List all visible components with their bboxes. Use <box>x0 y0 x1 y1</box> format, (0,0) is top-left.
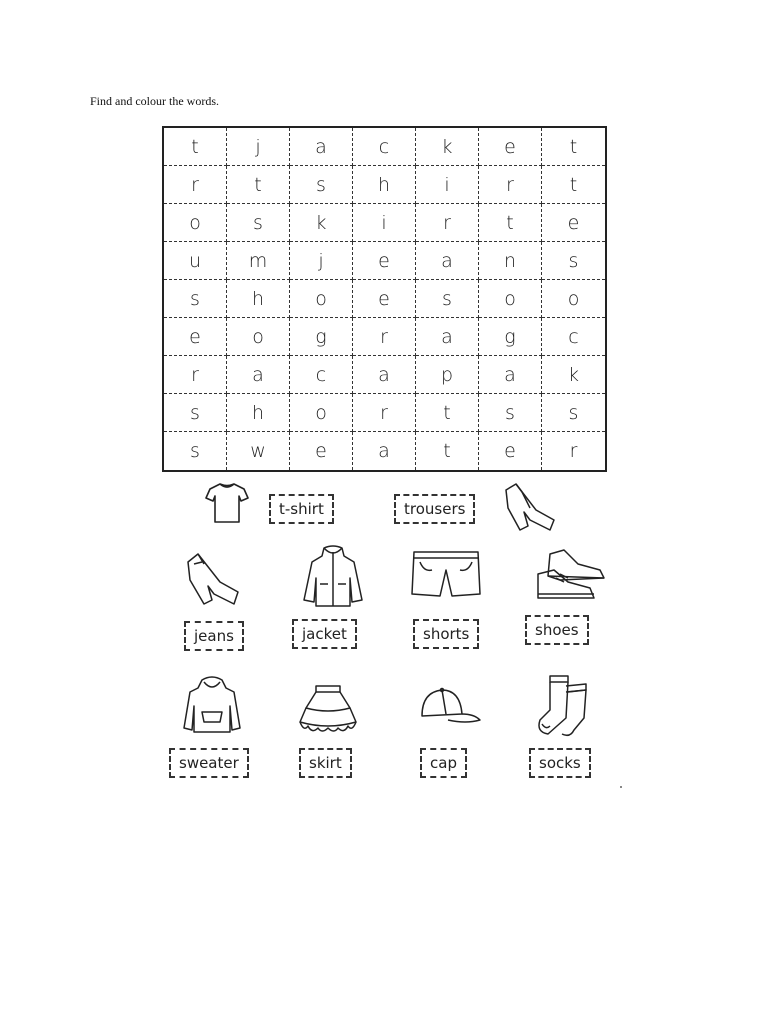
grid-cell[interactable]: a <box>479 356 542 394</box>
grid-cell[interactable]: k <box>290 204 353 242</box>
jacket-icon <box>300 544 366 608</box>
grid-cell[interactable]: r <box>569 440 578 462</box>
word-label-skirt: skirt <box>299 748 352 778</box>
grid-cell[interactable]: t <box>227 166 290 204</box>
grid-cell[interactable]: s <box>164 432 227 470</box>
grid-cell[interactable]: p <box>416 356 479 394</box>
grid-cell[interactable]: s <box>164 280 227 318</box>
grid-cell[interactable]: r <box>164 356 227 394</box>
grid-cell[interactable]: a <box>416 318 479 356</box>
grid-cell[interactable]: j <box>227 128 290 166</box>
sweater-icon <box>180 676 244 736</box>
grid-cell[interactable]: h <box>227 280 290 318</box>
grid-cell[interactable]: s <box>416 280 479 318</box>
page-mark <box>620 786 622 788</box>
grid-cell[interactable]: o <box>479 280 542 318</box>
grid-cell[interactable]: t <box>542 128 605 166</box>
grid-cell[interactable]: c <box>290 356 353 394</box>
word-label-sweater: sweater <box>169 748 249 778</box>
grid-cell[interactable]: m <box>227 242 290 280</box>
grid-cell[interactable]: e <box>353 242 416 280</box>
grid-cell[interactable]: e <box>479 432 542 470</box>
grid-cell[interactable]: r <box>353 318 416 356</box>
trousers-icon <box>500 482 560 534</box>
grid-cell[interactable]: t <box>542 166 605 204</box>
grid-cell[interactable]: s <box>164 394 227 432</box>
grid-cell[interactable]: h <box>227 394 290 432</box>
grid-cell[interactable]: w <box>227 432 290 470</box>
grid-cell[interactable]: e <box>164 318 227 356</box>
grid-cell[interactable]: i <box>353 204 416 242</box>
grid-cell[interactable]: o <box>164 204 227 242</box>
grid-cell[interactable]: g <box>479 318 542 356</box>
shoes-icon <box>534 548 608 604</box>
word-label-shorts: shorts <box>413 619 479 649</box>
word-label-jeans: jeans <box>184 621 244 651</box>
grid-cell[interactable]: h <box>353 166 416 204</box>
grid-cell[interactable]: r <box>479 166 542 204</box>
grid-cell[interactable]: a <box>227 356 290 394</box>
grid-cell[interactable]: s <box>542 242 605 280</box>
word-label-cap: cap <box>420 748 467 778</box>
grid-cell[interactable]: a <box>416 242 479 280</box>
grid-cell[interactable]: u <box>164 242 227 280</box>
grid-cell[interactable]: r <box>353 394 416 432</box>
grid-cell[interactable]: t <box>416 432 479 470</box>
jeans-icon <box>184 552 244 608</box>
grid-cell[interactable]: s <box>290 166 353 204</box>
tshirt-icon <box>204 480 250 526</box>
grid-cell[interactable]: s <box>227 204 290 242</box>
word-label-socks: socks <box>529 748 591 778</box>
grid-cell[interactable]: e <box>290 432 353 470</box>
grid-cell[interactable]: r <box>164 166 227 204</box>
word-label-jacket: jacket <box>292 619 357 649</box>
grid-cell[interactable]: s <box>479 394 542 432</box>
skirt-icon <box>296 682 360 736</box>
grid-cell[interactable]: e <box>542 204 605 242</box>
word-search-grid[interactable] <box>162 126 607 472</box>
grid-cell[interactable]: c <box>542 318 605 356</box>
word-label-tshirt: t-shirt <box>269 494 334 524</box>
grid-cell[interactable]: o <box>290 394 353 432</box>
word-label-trousers: trousers <box>394 494 475 524</box>
grid-cell[interactable]: t <box>164 128 227 166</box>
cap-icon <box>418 686 484 730</box>
grid-cell[interactable]: i <box>416 166 479 204</box>
grid-cell[interactable]: r <box>416 204 479 242</box>
grid-cell[interactable]: a <box>290 128 353 166</box>
word-label-shoes: shoes <box>525 615 589 645</box>
grid-cell[interactable]: t <box>416 394 479 432</box>
grid-cell[interactable]: c <box>353 128 416 166</box>
grid-cell[interactable]: o <box>542 280 605 318</box>
grid-cell[interactable]: g <box>290 318 353 356</box>
grid-cell[interactable]: j <box>290 242 353 280</box>
grid-cell[interactable]: a <box>353 356 416 394</box>
grid-cell[interactable]: k <box>416 128 479 166</box>
grid-cell[interactable]: e <box>479 128 542 166</box>
shorts-icon <box>408 548 484 600</box>
socks-icon <box>536 672 596 740</box>
grid-cell[interactable]: n <box>479 242 542 280</box>
instruction-text: Find and colour the words. <box>90 94 219 108</box>
grid-cell[interactable]: o <box>227 318 290 356</box>
grid-cell[interactable]: t <box>479 204 542 242</box>
grid-cell[interactable]: e <box>353 280 416 318</box>
grid-cell[interactable]: k <box>542 356 605 394</box>
grid-cell[interactable]: a <box>353 432 416 470</box>
grid-cell[interactable]: s <box>542 394 605 432</box>
grid-cell[interactable]: o <box>290 280 353 318</box>
